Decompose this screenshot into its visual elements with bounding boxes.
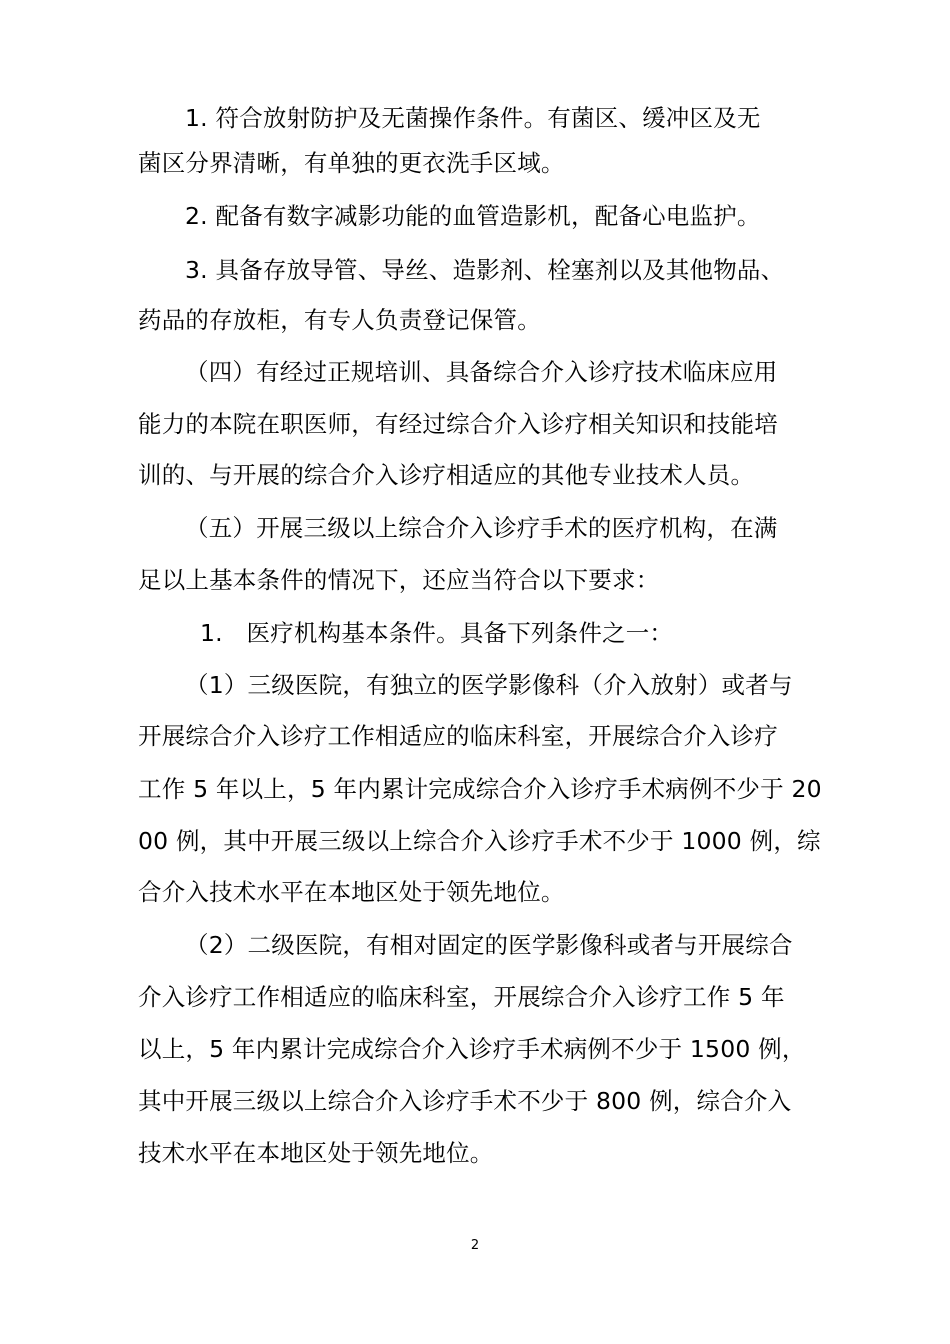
text-line: 训的、与开展的综合介入诊疗相适应的其他专业技术人员。: [138, 461, 755, 489]
text-line: 以上，5 年内累计完成综合介入诊疗手术病例不少于 1500 例，: [138, 1035, 806, 1063]
text-line: 2. 配备有数字减影功能的血管造影机，配备心电监护。: [185, 202, 761, 230]
text-line: 其中开展三级以上综合介入诊疗手术不少于 800 例，综合介入: [138, 1087, 792, 1115]
text-line: 00 例，其中开展三级以上综合介入诊疗手术不少于 1000 例，综: [138, 827, 821, 855]
page-number: 2: [470, 1238, 480, 1253]
text-line: （四）有经过正规培训、具备综合介入诊疗技术临床应用: [185, 358, 778, 386]
text-line: 工作 5 年以上，5 年内累计完成综合介入诊疗手术病例不少于 20: [138, 775, 822, 803]
text-line: 1. 符合放射防护及无菌操作条件。有菌区、缓冲区及无: [185, 104, 761, 132]
text-line: 药品的存放柜，有专人负责登记保管。: [138, 306, 541, 334]
text-line: 介入诊疗工作相适应的临床科室，开展综合介入诊疗工作 5 年: [138, 983, 785, 1011]
text-line: 足以上基本条件的情况下，还应当符合以下要求：: [138, 566, 660, 594]
text-line: 3. 具备存放导管、导丝、造影剂、栓塞剂以及其他物品、: [185, 256, 785, 284]
text-line: 能力的本院在职医师，有经过综合介入诊疗相关知识和技能培: [138, 410, 778, 438]
text-line: 技术水平在本地区处于领先地位。: [138, 1139, 494, 1167]
text-line: （1）三级医院，有独立的医学影像科（介入放射）或者与: [185, 671, 793, 699]
text-line: 菌区分界清晰，有单独的更衣洗手区域。: [138, 149, 565, 177]
text-line: 1. 医疗机构基本条件。具备下列条件之一：: [200, 619, 674, 647]
text-line: （五）开展三级以上综合介入诊疗手术的医疗机构，在满: [185, 514, 778, 542]
text-line: 合介入技术水平在本地区处于领先地位。: [138, 878, 565, 906]
text-line: 开展综合介入诊疗工作相适应的临床科室，开展综合介入诊疗: [138, 722, 778, 750]
text-line: （2）二级医院，有相对固定的医学影像科或者与开展综合: [185, 931, 793, 959]
